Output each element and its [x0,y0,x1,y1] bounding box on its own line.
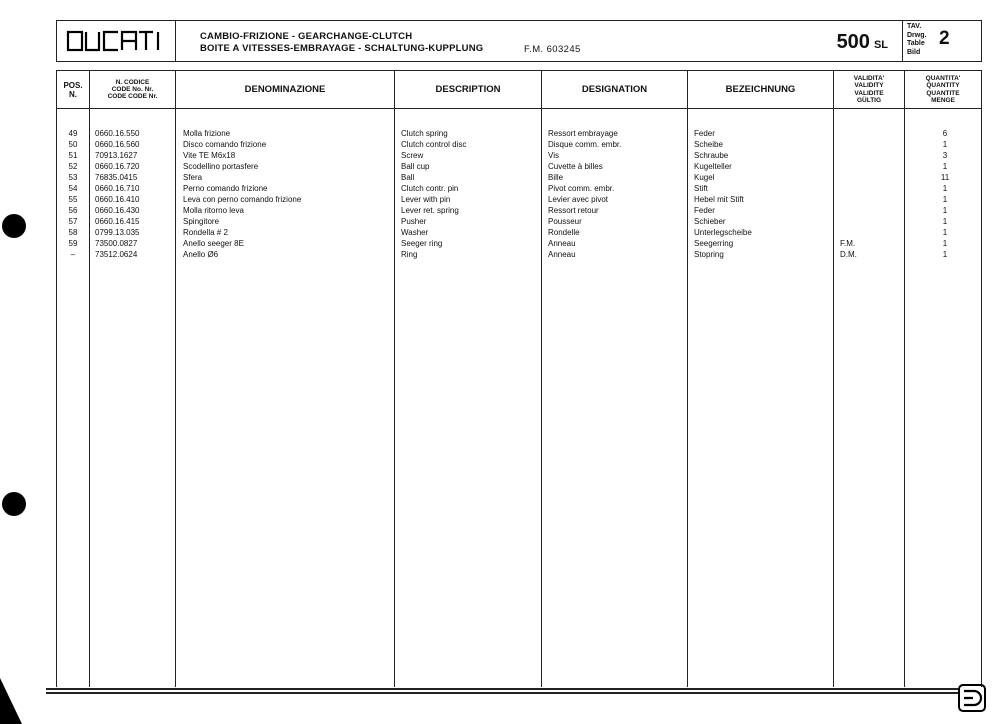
quantity-cell: 11 [940,173,950,182]
pos-cell: 50 [68,140,78,149]
table-row [57,238,981,249]
page-title: CAMBIO-FRIZIONE - GEARCHANGE-CLUTCH [200,31,413,42]
denominazione-cell: Leva con perno comando frizione [183,195,302,204]
model-suffix: SL [873,39,888,51]
title-cell [176,21,902,61]
pos-cell: 56 [68,206,78,215]
quantity-cell: 1 [942,162,948,171]
designation-cell: Anneau [548,250,576,259]
page-subtitle: BOITE A VITESSES-EMBRAYAGE - SCHALTUNG-KUPPLUNG [200,43,484,54]
bezeichnung-cell: Feder [694,206,715,215]
col-header-bezeichnung: BEZEICHNUNG [688,71,833,109]
ducati-logo [66,29,166,53]
quantity-cell: 1 [942,195,948,204]
code-cell: 73512.0624 [95,250,138,259]
quantity-cell: 1 [942,140,948,149]
table-row [57,227,981,238]
table-row [57,249,981,260]
table-number: 2 [939,28,950,49]
pos-cell: 52 [68,162,78,171]
bezeichnung-cell: Schieber [694,217,726,226]
designation-cell: Bille [548,173,564,182]
denominazione-cell: Molla ritorno leva [183,206,244,215]
code-cell: 0660.16.560 [95,140,140,149]
col-header-denominazione: DENOMINAZIONE [176,71,394,109]
code-cell: 0660.16.410 [95,195,140,204]
col-header-quantity: QUANTITA' QUANTITY QUANTITE MENGE [905,71,981,109]
validity-cell: F.M. [840,239,856,248]
bezeichnung-cell: Unterlegscheibe [694,228,752,237]
quantity-cell: 1 [942,228,948,237]
designation-cell: Disque comm. embr. [548,140,622,149]
table-row [57,216,981,227]
punch-hole-bottom [2,492,26,516]
col-header-validity: VALIDITA' VALIDITY VALIDITE GÜLTIG [834,71,904,109]
code-cell: 70913.1627 [95,151,138,160]
description-cell: Screw [401,151,424,160]
ducati-mark-icon [958,684,986,712]
table-row [57,139,981,150]
denominazione-cell: Perno comando frizione [183,184,268,193]
table-number-cell [902,21,981,61]
logo-lettering: DUCATI [66,29,70,30]
designation-cell: Anneau [548,239,576,248]
model-number: 500 [836,31,870,53]
parts-table [56,70,982,687]
pos-cell: – [70,250,76,259]
table-labels [907,23,926,57]
bezeichnung-cell: Stift [694,184,708,193]
brand-logo-cell [57,21,176,61]
bezeichnung-cell: Feder [694,129,715,138]
footer-rule-bottom [46,692,958,694]
denominazione-cell: Disco comando frizione [183,140,267,149]
quantity-cell: 1 [942,217,948,226]
pos-cell: 57 [68,217,78,226]
denominazione-cell: Rondella # 2 [183,228,228,237]
col-header-description: DESCRIPTION [395,71,541,109]
code-cell: 0660.16.550 [95,129,140,138]
pos-cell: 55 [68,195,78,204]
description-cell: Ball [401,173,415,182]
denominazione-cell: Anello Ø6 [183,250,219,259]
code-cell: 0660.16.430 [95,206,140,215]
pos-cell: 58 [68,228,78,237]
page-header [56,20,982,62]
bezeichnung-cell: Seegerring [694,239,734,248]
designation-cell: Ressort retour [548,206,599,215]
footer-rule-top [46,688,958,690]
col-header-designation: DESIGNATION [542,71,687,109]
bezeichnung-cell: Scheibe [694,140,723,149]
description-cell: Clutch spring [401,129,448,138]
quantity-cell: 1 [942,184,948,193]
table-label-drwg: Drwg. [907,31,927,39]
description-cell: Lever ret. spring [401,206,459,215]
quantity-cell: 6 [942,129,948,138]
bezeichnung-cell: Kugel [694,173,715,182]
model-name [837,31,888,54]
table-row [57,172,981,183]
description-cell: Ring [401,250,418,259]
denominazione-cell: Sfera [183,173,203,182]
pos-cell: 59 [68,239,78,248]
designation-cell: Pivot comm. embr. [548,184,615,193]
table-label-bild: Bild [907,48,921,56]
code-cell: 0660.16.720 [95,162,140,171]
table-row [57,205,981,216]
table-row [57,150,981,161]
denominazione-cell: Spingitore [183,217,220,226]
description-cell: Clutch contr. pin [401,184,459,193]
designation-cell: Cuvette à billes [548,162,603,171]
description-cell: Washer [401,228,429,237]
designation-cell: Pousseur [548,217,582,226]
denominazione-cell: Anello seeger 8E [183,239,244,248]
description-cell: Pusher [401,217,427,226]
code-cell: 0660.16.710 [95,184,140,193]
validity-cell: D.M. [840,250,857,259]
col-header-pos: POS. N. [57,71,89,109]
table-row [57,128,981,139]
pos-cell: 49 [68,129,78,138]
table-row [57,183,981,194]
designation-cell: Rondelle [548,228,580,237]
col-header-code: N. CODICE CODE No. Nr. CODE CODE Nr. [90,71,175,109]
code-cell: 0799.13.035 [95,228,140,237]
denominazione-cell: Vite TE M6x18 [183,151,236,160]
description-cell: Seeger ring [401,239,443,248]
denominazione-cell: Scodellino portasfere [183,162,259,171]
bezeichnung-cell: Schraube [694,151,729,160]
denominazione-cell: Molla frizione [183,129,231,138]
bezeichnung-cell: Kugelteller [694,162,732,171]
code-cell: 0660.16.415 [95,217,140,226]
pos-cell: 51 [68,151,78,160]
table-label-tav: TAV. [907,23,922,30]
designation-cell: Levier avec pivot [548,195,609,204]
code-cell: 76835.0415 [95,173,138,182]
quantity-cell: 3 [942,151,948,160]
description-cell: Ball cup [401,162,430,171]
pos-cell: 53 [68,173,78,182]
designation-cell: Ressort embrayage [548,129,618,138]
bezeichnung-cell: Stopring [694,250,724,259]
description-cell: Clutch control disc [401,140,467,149]
frame-code: F.M. 603245 [524,44,581,55]
bezeichnung-cell: Hebel mit Stift [694,195,744,204]
quantity-cell: 1 [942,250,948,259]
page-corner-mark [0,678,22,724]
description-cell: Lever with pin [401,195,451,204]
designation-cell: Vis [548,151,559,160]
punch-hole-top [2,214,26,238]
code-cell: 73500.0827 [95,239,138,248]
table-label-table: Table [907,40,925,47]
table-row [57,194,981,205]
pos-cell: 54 [68,184,78,193]
quantity-cell: 1 [942,206,948,215]
table-row [57,161,981,172]
quantity-cell: 1 [942,239,948,248]
